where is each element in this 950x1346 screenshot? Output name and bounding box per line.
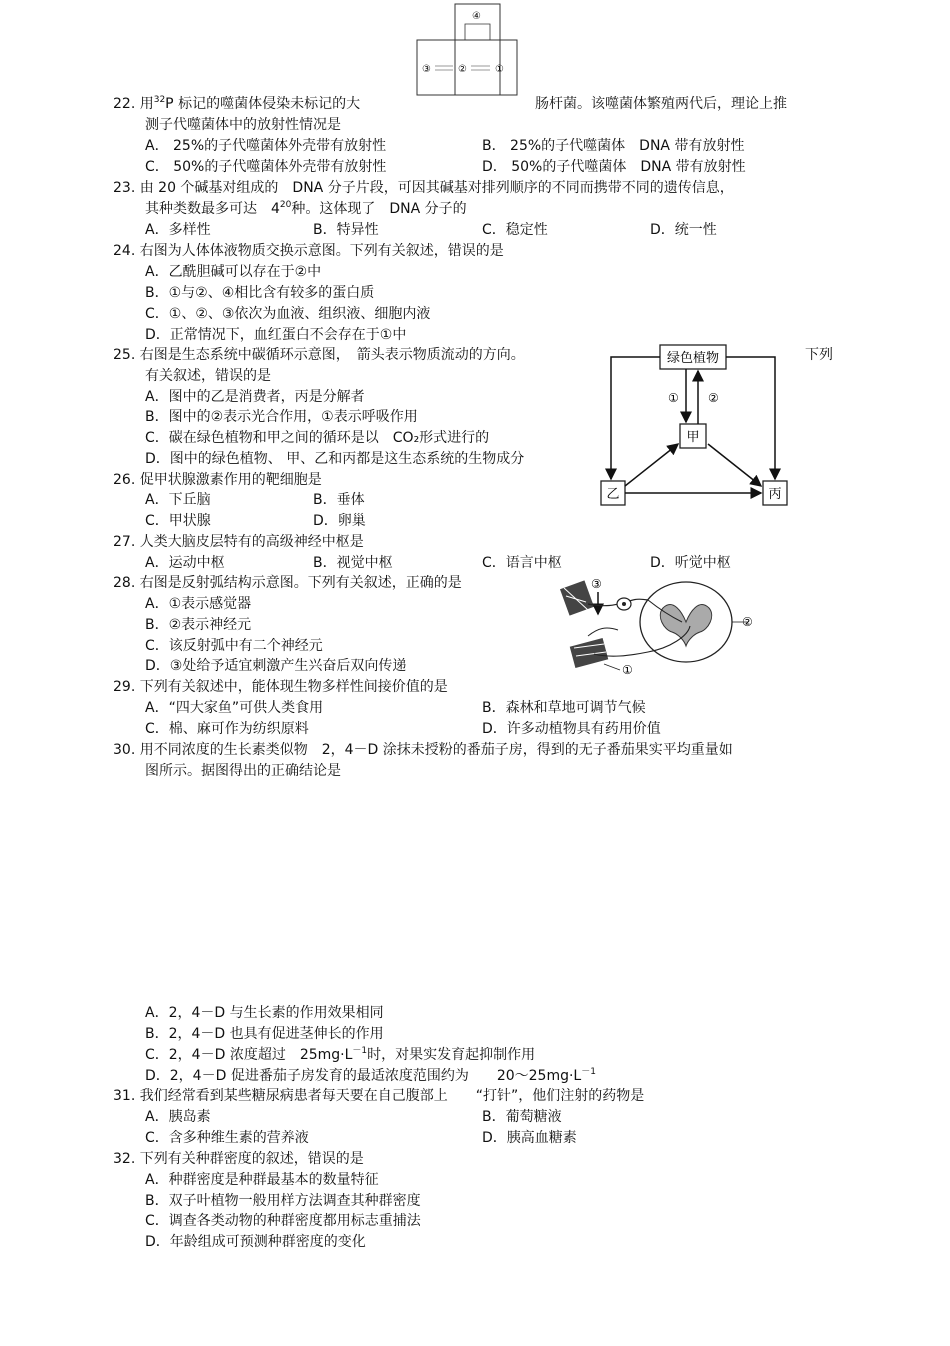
carbon-cycle-diagram <box>598 340 798 512</box>
q22-num: 22. <box>113 96 136 112</box>
q32-stem-text: 下列有关种群密度的叙述，错误的是 <box>139 1151 364 1167</box>
label-4: ④ <box>472 11 481 22</box>
q28-option-d: D．③处给予适宜刺激产生兴奋后双向传递 <box>145 658 407 674</box>
q24-num: 24. <box>113 243 136 259</box>
q32-option-d: D．年龄组成可预测种群密度的变化 <box>145 1234 366 1250</box>
q30-option-d <box>145 1067 596 1085</box>
q32-option-a: A．种群密度是种群最基本的数量特征 <box>145 1172 379 1188</box>
body-fluid-diagram <box>415 2 520 97</box>
q26-stem-text: 促甲状腺激素作用的靶细胞是 <box>139 472 322 488</box>
q27-option-d: D．听觉中枢 <box>650 555 731 571</box>
q22-option-b: B． 25%的子代噬菌体 DNA 带有放射性 <box>482 138 745 154</box>
q28-option-b: B．②表示神经元 <box>145 617 252 633</box>
q28-num: 28. <box>113 575 136 591</box>
q24-stem <box>113 242 504 260</box>
q27-num: 27. <box>113 534 136 550</box>
q26-option-c: C．甲状腺 <box>145 513 211 529</box>
q29-stem <box>113 678 448 696</box>
q28-option-a: A．①表示感觉器 <box>145 596 252 612</box>
q23-option-d: D．统一性 <box>650 222 717 238</box>
q31-stem <box>113 1087 644 1105</box>
q23-stem2b: 种。这体现了 DNA 分子的 <box>291 201 467 217</box>
q22-stem2: 测子代噬菌体中的放射性情况是 <box>145 117 341 133</box>
q30-option-d-sup: －1 <box>581 1067 596 1077</box>
label-2: ② <box>742 615 753 629</box>
q27-option-a: A．运动中枢 <box>145 555 225 571</box>
q31-option-b: B．葡萄糖液 <box>482 1109 562 1125</box>
q31-stem-text: 我们经常看到某些糖尿病患者每天要在自己腹部上 “打针”，他们注射的药物是 <box>139 1088 645 1104</box>
label-1: ① <box>622 663 633 677</box>
q31-num: 31. <box>113 1088 136 1104</box>
q30-option-a: A．2，4－D 与生长素的作用效果相同 <box>145 1005 384 1021</box>
q25-option-b: B．图中的②表示光合作用，①表示呼吸作用 <box>145 409 418 425</box>
q22-stem-a: 用 <box>139 96 154 112</box>
label-2: ② <box>458 64 467 75</box>
q29-option-a: A．“四大家鱼”可供人类食用 <box>145 700 324 716</box>
q25-stem1: 右图是生态系统中碳循环示意图， 箭头表示物质流动的方向。 <box>139 347 525 363</box>
q30-option-c-sup: －1 <box>352 1046 368 1056</box>
q25-option-c: C．碳在绿色植物和甲之间的循环是以 CO₂形式进行的 <box>145 430 490 446</box>
q25-option-a: A．图中的乙是消费者，丙是分解者 <box>145 389 365 405</box>
q27-stem <box>113 533 364 551</box>
q29-option-b: B．森林和草地可调节气候 <box>482 700 646 716</box>
q30-stem <box>113 741 733 759</box>
q23-sup: 20 <box>279 200 292 210</box>
q30-option-d-a: D．2，4－D 促进番茄子房发育的最适浓度范围约为 20～25mg·L <box>145 1068 582 1084</box>
q26-stem <box>113 471 322 489</box>
q30-stem1: 用不同浓度的生长素类似物 2，4－D 涂抹未授粉的番茄子房，得到的无子番茄果实平均重量如 <box>139 742 733 758</box>
q31-option-c: C．含多种维生素的营养液 <box>145 1130 309 1146</box>
q25-stem <box>113 346 525 364</box>
q22-sup: 32 <box>153 95 166 105</box>
q30-stem2: 图所示。据图得出的正确结论是 <box>145 763 341 779</box>
q23-option-a: A．多样性 <box>145 222 211 238</box>
q24-option-a: A．乙酰胆碱可以存在于②中 <box>145 264 322 280</box>
q23-stem2a: 其种类数最多可达 4 <box>145 201 280 217</box>
q22-option-a: A． 25%的子代噬菌体外壳带有放射性 <box>145 138 387 154</box>
q22-option-d: D． 50%的子代噬菌体 DNA 带有放射性 <box>482 159 746 175</box>
q30-option-c-b: 时，对果实发育起抑制作用 <box>367 1047 536 1063</box>
q23-stem2 <box>145 200 467 218</box>
q31-option-a: A．胰岛素 <box>145 1109 211 1125</box>
q25-num: 25. <box>113 347 136 363</box>
label-3: ③ <box>422 64 431 75</box>
label-3: ③ <box>591 577 602 591</box>
q23-stem1: 由 20 个碱基对组成的 DNA 分子片段，可因其碱基对排列顺序的不同而携带不同的遗传信息， <box>139 180 734 196</box>
q27-option-b: B．视觉中枢 <box>313 555 393 571</box>
q32-option-b: B．双子叶植物一般用样方法调查其种群密度 <box>145 1193 421 1209</box>
jia-label: 甲 <box>686 430 700 445</box>
arrow-label-1: ① <box>668 391 679 405</box>
q27-option-c: C．语言中枢 <box>482 555 562 571</box>
q25-option-d: D．图中的绿色植物、 甲、乙和丙都是这生态系统的生物成分 <box>145 451 525 467</box>
q26-option-a: A．下丘脑 <box>145 492 211 508</box>
q24-stem-text: 右图为人体体液物质交换示意图。下列有关叙述，错误的是 <box>139 243 504 259</box>
q29-stem-text: 下列有关叙述中，能体现生物多样性间接价值的是 <box>139 679 448 695</box>
q22-option-c: C． 50%的子代噬菌体外壳带有放射性 <box>145 159 387 175</box>
q28-stem-text: 右图是反射弧结构示意图。下列有关叙述，正确的是 <box>139 575 462 591</box>
q27-stem-text: 人类大脑皮层特有的高级神经中枢是 <box>139 534 364 550</box>
q29-option-c: C．棉、麻可作为纺织原料 <box>145 721 309 737</box>
q25-stem2: 有关叙述，错误的是 <box>145 368 271 384</box>
q24-option-c: C．①、②、③依次为血液、组织液、细胞内液 <box>145 306 431 322</box>
q22-stem-b: P 标记的噬菌体侵染未标记的大 <box>165 96 361 112</box>
yi-label: 乙 <box>606 487 620 502</box>
q22-stem <box>113 95 360 113</box>
q23-option-c: C．稳定性 <box>482 222 548 238</box>
q24-option-b: B．①与②、④相比含有较多的蛋白质 <box>145 285 375 301</box>
q31-option-d: D．胰高血糖素 <box>482 1130 577 1146</box>
q30-option-c-a: C．2，4－D 浓度超过 25mg·L <box>145 1047 353 1063</box>
reflex-arc-diagram <box>558 574 768 684</box>
q25-stem1-tail: 下列 <box>805 347 833 363</box>
q29-option-d: D．许多动植物具有药用价值 <box>482 721 661 737</box>
skin-receptor-block <box>560 580 594 615</box>
q28-option-c: C．该反射弧中有二个神经元 <box>145 638 323 654</box>
muscle-effector-block <box>570 638 609 668</box>
q32-option-c: C．调查各类动物的种群密度都用标志重捕法 <box>145 1213 421 1229</box>
label-1: ① <box>495 64 504 75</box>
plant-label: 绿色植物 <box>666 351 720 366</box>
bing-label: 丙 <box>768 487 782 502</box>
q30-option-c <box>145 1046 535 1064</box>
q32-stem <box>113 1150 364 1168</box>
q23-option-b: B．特异性 <box>313 222 379 238</box>
q29-num: 29. <box>113 679 136 695</box>
arrow-label-2: ② <box>708 391 719 405</box>
q32-num: 32. <box>113 1151 136 1167</box>
q24-option-d: D．正常情况下，血红蛋白不会存在于①中 <box>145 327 407 343</box>
q28-stem <box>113 574 462 592</box>
q26-option-d: D．卵巢 <box>313 513 366 529</box>
q22-stem-c: 肠杆菌。该噬菌体繁殖两代后，理论上推 <box>535 96 787 112</box>
q30-option-b: B．2，4－D 也具有促进茎伸长的作用 <box>145 1026 384 1042</box>
q26-num: 26. <box>113 472 136 488</box>
q23-num: 23. <box>113 180 136 196</box>
q23-stem <box>113 179 734 197</box>
q26-option-b: B．垂体 <box>313 492 365 508</box>
q30-num: 30. <box>113 742 136 758</box>
